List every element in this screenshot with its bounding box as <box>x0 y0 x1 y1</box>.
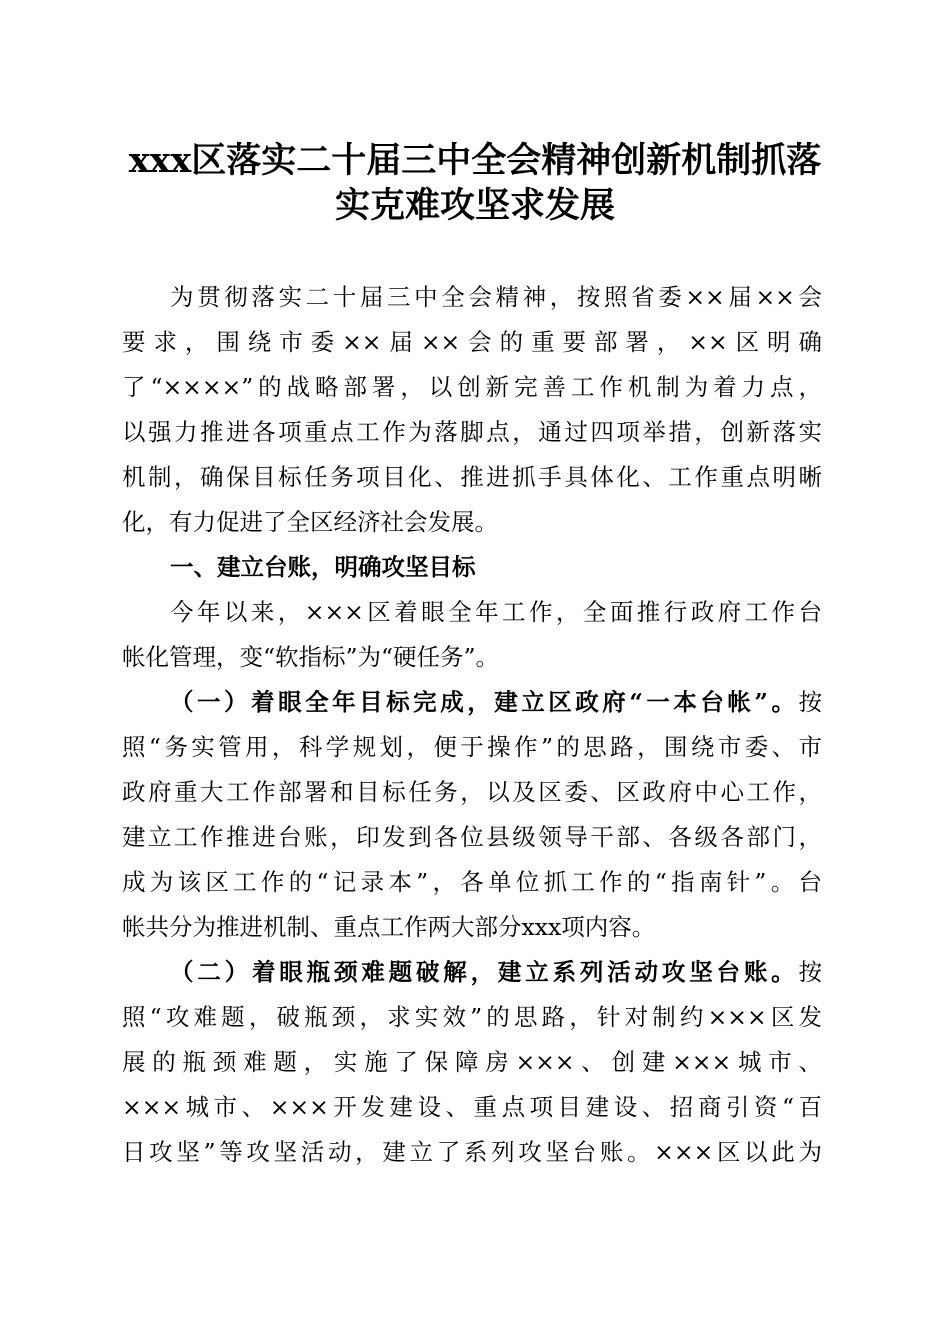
line-text: 帐共分为推进机制、重点工作两大部分xxx项内容。 <box>122 913 656 941</box>
text-line <box>170 590 822 635</box>
document-title-line-1: xxx区落实二十届三中全会精神创新机制抓落 <box>128 140 822 181</box>
text-line <box>170 275 822 320</box>
line-text: 照“攻难题，破瓶颈，求实效”的思路，针对制约×××区发 <box>122 1003 822 1031</box>
line-text: 照“务实管用，科学规划，便于操作”的思路，围绕市委、市 <box>122 733 822 761</box>
text-line <box>122 500 822 545</box>
text-line <box>122 410 822 455</box>
section-heading <box>170 545 822 590</box>
text-line <box>122 635 822 680</box>
text-line <box>122 365 822 410</box>
text-line <box>122 815 822 860</box>
line-text: 今年以来，×××区着眼全年工作，全面推行政府工作台 <box>170 598 822 626</box>
text-line <box>122 860 822 905</box>
line-text: 成为该区工作的“记录本”，各单位抓工作的“指南针”。台 <box>122 868 822 896</box>
line-text: 为贯彻落实二十届三中全会精神，按照省委××届××会 <box>170 283 822 311</box>
line-text: 按 <box>798 958 822 986</box>
line-text: 机制，确保目标任务项目化、推进抓手具体化、工作重点明晰 <box>122 463 822 491</box>
line-text: 化，有力促进了全区经济社会发展。 <box>122 508 498 536</box>
text-line <box>122 455 822 500</box>
text-line <box>122 320 822 365</box>
subheading-text: （二）着眼瓶颈难题破解，建立系列活动攻坚台账。 <box>170 958 799 986</box>
line-text: 以强力推进各项重点工作为落脚点，通过四项举措，创新落实 <box>122 418 822 446</box>
line-text: 了“××××”的战略部署，以创新完善工作机制为着力点， <box>122 373 822 401</box>
line-text: 建立工作推进台账，印发到各位县级领导干部、各级各部门， <box>122 823 822 851</box>
document-title-line-2: 实克难攻坚求发展 <box>334 185 615 226</box>
text-line <box>170 680 822 725</box>
line-text: 要求，围绕市委××届××会的重要部署，××区明确 <box>122 328 822 356</box>
text-line <box>122 770 822 815</box>
line-text: ×××城市、×××开发建设、重点项目建设、招商引资“百 <box>122 1093 822 1121</box>
text-line <box>122 1085 822 1130</box>
line-text: 帐化管理，变“软指标”为“硬任务”。 <box>122 643 500 671</box>
text-line <box>170 950 822 995</box>
line-text: 日攻坚”等攻坚活动，建立了系列攻坚台账。×××区以此为 <box>122 1138 822 1166</box>
text-line <box>122 995 822 1040</box>
line-text: 按 <box>798 688 822 716</box>
text-line <box>122 725 822 770</box>
text-line <box>122 1040 822 1085</box>
text-line <box>122 905 822 950</box>
line-text: 展的瓶颈难题，实施了保障房×××、创建×××城市、 <box>122 1048 822 1076</box>
line-text: 一、建立台账，明确攻坚目标 <box>170 553 476 581</box>
text-line <box>122 1130 822 1175</box>
line-text: 政府重大工作部署和目标任务，以及区委、区政府中心工作， <box>122 778 822 806</box>
subheading-text: （一）着眼全年目标完成，建立区政府“一本台帐”。 <box>170 688 799 716</box>
